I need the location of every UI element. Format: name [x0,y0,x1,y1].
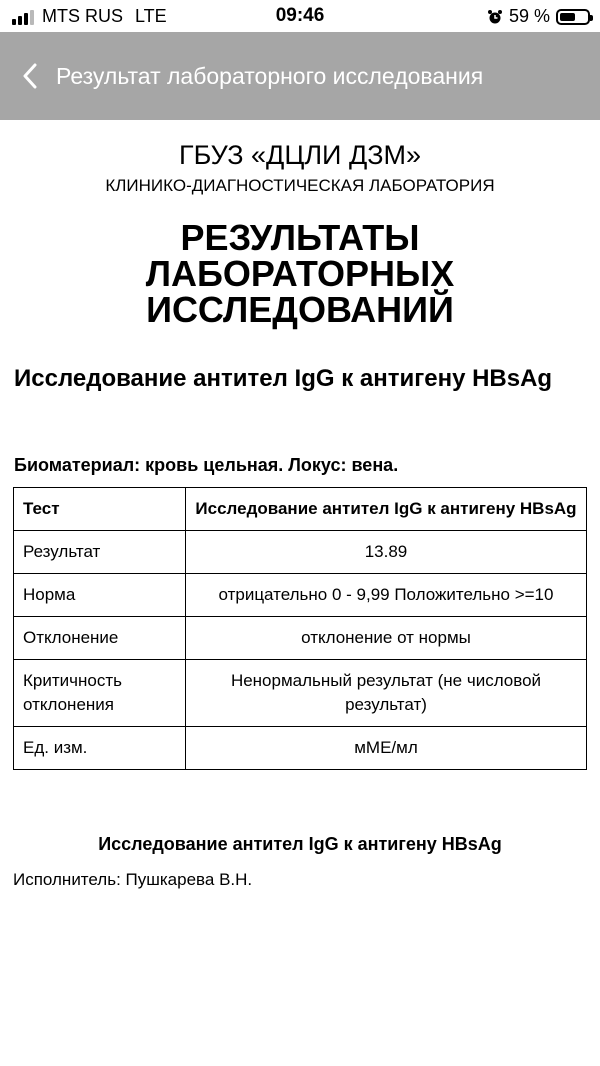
table-row [14,574,587,617]
row-label: Результат [14,531,186,574]
row-value: Ненормальный результат (не числовой результат) [186,660,587,727]
header-test-name: Исследование антител IgG к антигену HBsAg [186,488,587,531]
alarm-clock-icon [487,9,503,25]
row-label: Норма [14,574,186,617]
carrier-name: MTS RUS [42,6,123,26]
row-value: мМЕ/мл [186,727,587,770]
navigation-bar [0,32,600,120]
results-table [13,487,587,770]
status-bar-right [487,6,590,27]
battery-level [560,13,575,21]
table-row [14,617,587,660]
header-test-label: Тест [14,488,186,531]
executor-info: Исполнитель: Пушкарева В.Н. [13,870,253,889]
row-value: 13.89 [186,531,587,574]
nav-title: Результат лабораторного исследования [56,62,484,89]
table-header-row [14,488,587,531]
table-row [14,660,587,727]
status-bar [0,0,600,32]
battery-percent: 59 % [508,6,550,26]
organization-name: ГБУЗ «ДЦЛИ ДЗМ» [178,140,422,170]
chevron-left-icon [22,63,38,89]
row-label: Критичность отклонения [14,660,186,727]
row-label: Отклонение [14,617,186,660]
back-button[interactable] [0,32,60,120]
table-row [14,727,587,770]
row-value: отрицательно 0 - 9,99 Положительно >=10 [186,574,587,617]
status-time: 09:46 [275,5,325,26]
biomaterial-info: Биоматериал: кровь цельная. Локус: вена. [14,455,399,475]
test-heading: Исследование антител IgG к антигену HBsAg [14,365,553,392]
organization-subtitle: КЛИНИКО-ДИАГНОСТИЧЕСКАЯ ЛАБОРАТОРИЯ [105,176,495,195]
document-title: РЕЗУЛЬТАТЫ ЛАБОРАТОРНЫХ ИССЛЕДОВАНИЙ [145,217,455,330]
table-row [14,531,587,574]
battery-icon [556,9,590,25]
footer-test-name: Исследование антител IgG к антигену HBsAg [98,834,502,854]
network-type: LTE [135,6,167,26]
row-value: отклонение от нормы [186,617,587,660]
row-label: Ед. изм. [14,727,186,770]
